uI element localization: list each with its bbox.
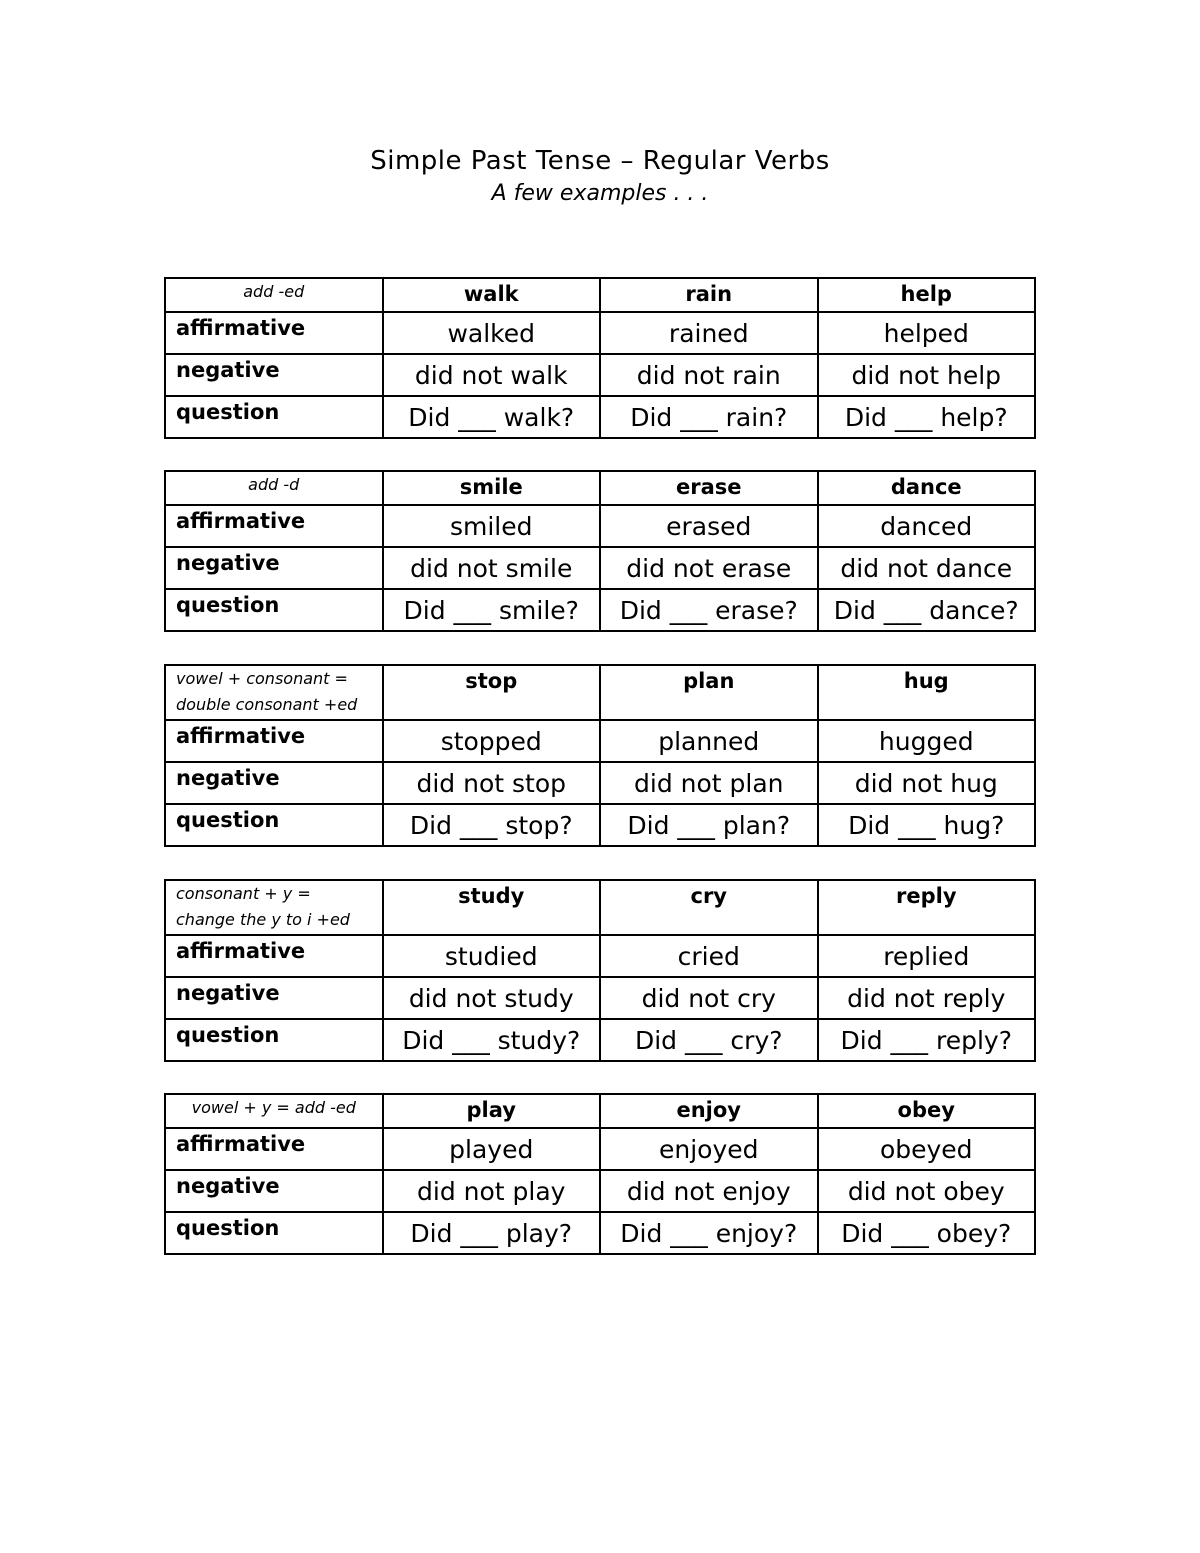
table-header-row [165, 665, 1035, 720]
page-subtitle: A few examples . . . [491, 181, 709, 206]
verb-header: smile [383, 471, 601, 505]
question-form-text: Did ___ walk? [408, 403, 575, 432]
negative-form-text: did not plan [634, 769, 784, 798]
question-form-text: Did ___ reply? [840, 1026, 1012, 1055]
question-form-text: Did ___ dance? [833, 596, 1019, 625]
row-label-question: question [165, 1212, 383, 1254]
verb-header: play [383, 1094, 601, 1128]
affirmative-form-cell [383, 720, 601, 762]
row-label-negative: negative [165, 762, 383, 804]
table-row-negative [165, 762, 1035, 804]
verb-header: study [383, 880, 601, 935]
affirmative-form-cell [383, 312, 601, 354]
row-label-question: question [165, 396, 383, 438]
verb-header: hug [818, 665, 1036, 720]
negative-form-text: did not stop [416, 769, 566, 798]
rule-text: add -d [248, 475, 300, 494]
table-row-affirmative [165, 935, 1035, 977]
question-form-text: Did ___ smile? [403, 596, 579, 625]
affirmative-form-text: obeyed [879, 1135, 973, 1164]
question-form-text: Did ___ obey? [841, 1219, 1012, 1248]
question-form-text: Did ___ help? [844, 403, 1008, 432]
affirmative-form-text: stopped [440, 727, 542, 756]
affirmative-form-text: erased [666, 512, 752, 541]
question-form-text: Did ___ plan? [627, 811, 791, 840]
negative-form-text: did not help [851, 361, 1002, 390]
rule-cell [165, 880, 383, 935]
table-row-negative [165, 354, 1035, 396]
question-form-cell [818, 589, 1036, 631]
affirmative-form-cell [600, 505, 818, 547]
negative-form-text: did not reply [847, 984, 1006, 1013]
affirmative-form-text: hugged [878, 727, 974, 756]
row-label-negative: negative [165, 354, 383, 396]
affirmative-form-text: cried [677, 942, 740, 971]
verb-header: stop [383, 665, 601, 720]
negative-form-cell [600, 354, 818, 396]
table-header-row [165, 278, 1035, 312]
negative-form-text: did not hug [854, 769, 998, 798]
table-header-row [165, 880, 1035, 935]
verb-table [164, 277, 1036, 439]
negative-form-text: did not enjoy [626, 1177, 791, 1206]
verb-table [164, 1093, 1036, 1255]
table-row-question [165, 396, 1035, 438]
negative-form-text: did not walk [414, 361, 568, 390]
question-form-cell [818, 1019, 1036, 1061]
row-label-question: question [165, 589, 383, 631]
affirmative-form-text: rained [668, 319, 749, 348]
rule-text: consonant + y = [176, 884, 311, 903]
verb-table [164, 664, 1036, 847]
question-form-cell [818, 1212, 1036, 1254]
affirmative-form-text: planned [658, 727, 760, 756]
row-label-negative: negative [165, 1170, 383, 1212]
row-label-affirmative: affirmative [165, 935, 383, 977]
table-row-negative [165, 547, 1035, 589]
affirmative-form-text: danced [880, 512, 973, 541]
affirmative-form-cell [383, 505, 601, 547]
question-form-text: Did ___ stop? [409, 811, 573, 840]
negative-form-text: did not obey [847, 1177, 1005, 1206]
affirmative-form-text: walked [447, 319, 536, 348]
row-label-affirmative: affirmative [165, 312, 383, 354]
affirmative-form-cell [818, 1128, 1036, 1170]
question-form-cell [818, 804, 1036, 846]
verb-header: enjoy [600, 1094, 818, 1128]
rule-text: vowel + consonant = [176, 669, 348, 688]
affirmative-form-text: enjoyed [658, 1135, 759, 1164]
table-header-row [165, 1094, 1035, 1128]
affirmative-form-cell [818, 720, 1036, 762]
page-title: Simple Past Tense – Regular Verbs [370, 146, 830, 176]
table-row-affirmative [165, 1128, 1035, 1170]
question-form-cell [600, 1019, 818, 1061]
negative-form-text: did not smile [410, 554, 573, 583]
rule-text: double consonant +ed [176, 695, 358, 714]
table-row-question [165, 589, 1035, 631]
question-form-cell [600, 589, 818, 631]
rule-text: vowel + y = add -ed [191, 1098, 356, 1117]
row-label-negative: negative [165, 977, 383, 1019]
question-form-cell [383, 804, 601, 846]
verb-header: erase [600, 471, 818, 505]
table-row-question [165, 804, 1035, 846]
affirmative-form-cell [383, 1128, 601, 1170]
negative-form-cell [383, 977, 601, 1019]
verb-header: reply [818, 880, 1036, 935]
table-row-affirmative [165, 505, 1035, 547]
negative-form-cell [600, 547, 818, 589]
question-form-cell [818, 396, 1036, 438]
question-form-cell [600, 1212, 818, 1254]
rule-text: add -ed [243, 282, 305, 301]
question-form-cell [600, 396, 818, 438]
negative-form-text: did not study [408, 984, 574, 1013]
negative-form-text: did not dance [840, 554, 1013, 583]
question-form-cell [383, 396, 601, 438]
affirmative-form-text: studied [444, 942, 538, 971]
question-form-text: Did ___ rain? [630, 403, 788, 432]
table-row-question [165, 1019, 1035, 1061]
question-form-cell [600, 804, 818, 846]
row-label-affirmative: affirmative [165, 1128, 383, 1170]
verb-table [164, 879, 1036, 1062]
verb-header: dance [818, 471, 1036, 505]
negative-form-cell [600, 1170, 818, 1212]
question-form-text: Did ___ erase? [619, 596, 798, 625]
verb-header: plan [600, 665, 818, 720]
table-row-affirmative [165, 312, 1035, 354]
negative-form-cell [818, 1170, 1036, 1212]
affirmative-form-text: replied [883, 942, 970, 971]
question-form-text: Did ___ study? [402, 1026, 581, 1055]
rule-cell [165, 1094, 383, 1128]
affirmative-form-text: played [449, 1135, 534, 1164]
rule-text: change the y to i +ed [176, 910, 350, 929]
rule-cell [165, 471, 383, 505]
affirmative-form-cell [600, 312, 818, 354]
negative-form-cell [600, 762, 818, 804]
affirmative-form-cell [383, 935, 601, 977]
negative-form-text: did not play [417, 1177, 566, 1206]
negative-form-text: did not erase [626, 554, 792, 583]
row-label-negative: negative [165, 547, 383, 589]
verb-header: help [818, 278, 1036, 312]
negative-form-cell [383, 354, 601, 396]
negative-form-cell [818, 354, 1036, 396]
question-form-cell [383, 1212, 601, 1254]
question-form-text: Did ___ enjoy? [620, 1219, 798, 1248]
question-form-text: Did ___ play? [410, 1219, 573, 1248]
row-label-question: question [165, 1019, 383, 1061]
affirmative-form-cell [818, 935, 1036, 977]
negative-form-cell [818, 977, 1036, 1019]
negative-form-text: did not rain [636, 361, 781, 390]
verb-header: cry [600, 880, 818, 935]
table-row-question [165, 1212, 1035, 1254]
verb-table [164, 470, 1036, 632]
verb-header: obey [818, 1094, 1036, 1128]
row-label-affirmative: affirmative [165, 720, 383, 762]
negative-form-cell [600, 977, 818, 1019]
negative-form-cell [818, 762, 1036, 804]
row-label-affirmative: affirmative [165, 505, 383, 547]
negative-form-cell [383, 762, 601, 804]
affirmative-form-text: helped [883, 319, 969, 348]
negative-form-text: did not cry [641, 984, 776, 1013]
rule-cell [165, 278, 383, 312]
verb-header: walk [383, 278, 601, 312]
question-form-cell [383, 589, 601, 631]
negative-form-cell [383, 1170, 601, 1212]
table-row-affirmative [165, 720, 1035, 762]
table-row-negative [165, 1170, 1035, 1212]
affirmative-form-cell [818, 312, 1036, 354]
affirmative-form-cell [600, 935, 818, 977]
table-header-row [165, 471, 1035, 505]
question-form-text: Did ___ hug? [848, 811, 1005, 840]
question-form-cell [383, 1019, 601, 1061]
affirmative-form-cell [818, 505, 1036, 547]
table-row-negative [165, 977, 1035, 1019]
verb-header: rain [600, 278, 818, 312]
affirmative-form-text: smiled [449, 512, 533, 541]
row-label-question: question [165, 804, 383, 846]
rule-cell [165, 665, 383, 720]
negative-form-cell [383, 547, 601, 589]
question-form-text: Did ___ cry? [634, 1026, 783, 1055]
affirmative-form-cell [600, 1128, 818, 1170]
negative-form-cell [818, 547, 1036, 589]
affirmative-form-cell [600, 720, 818, 762]
